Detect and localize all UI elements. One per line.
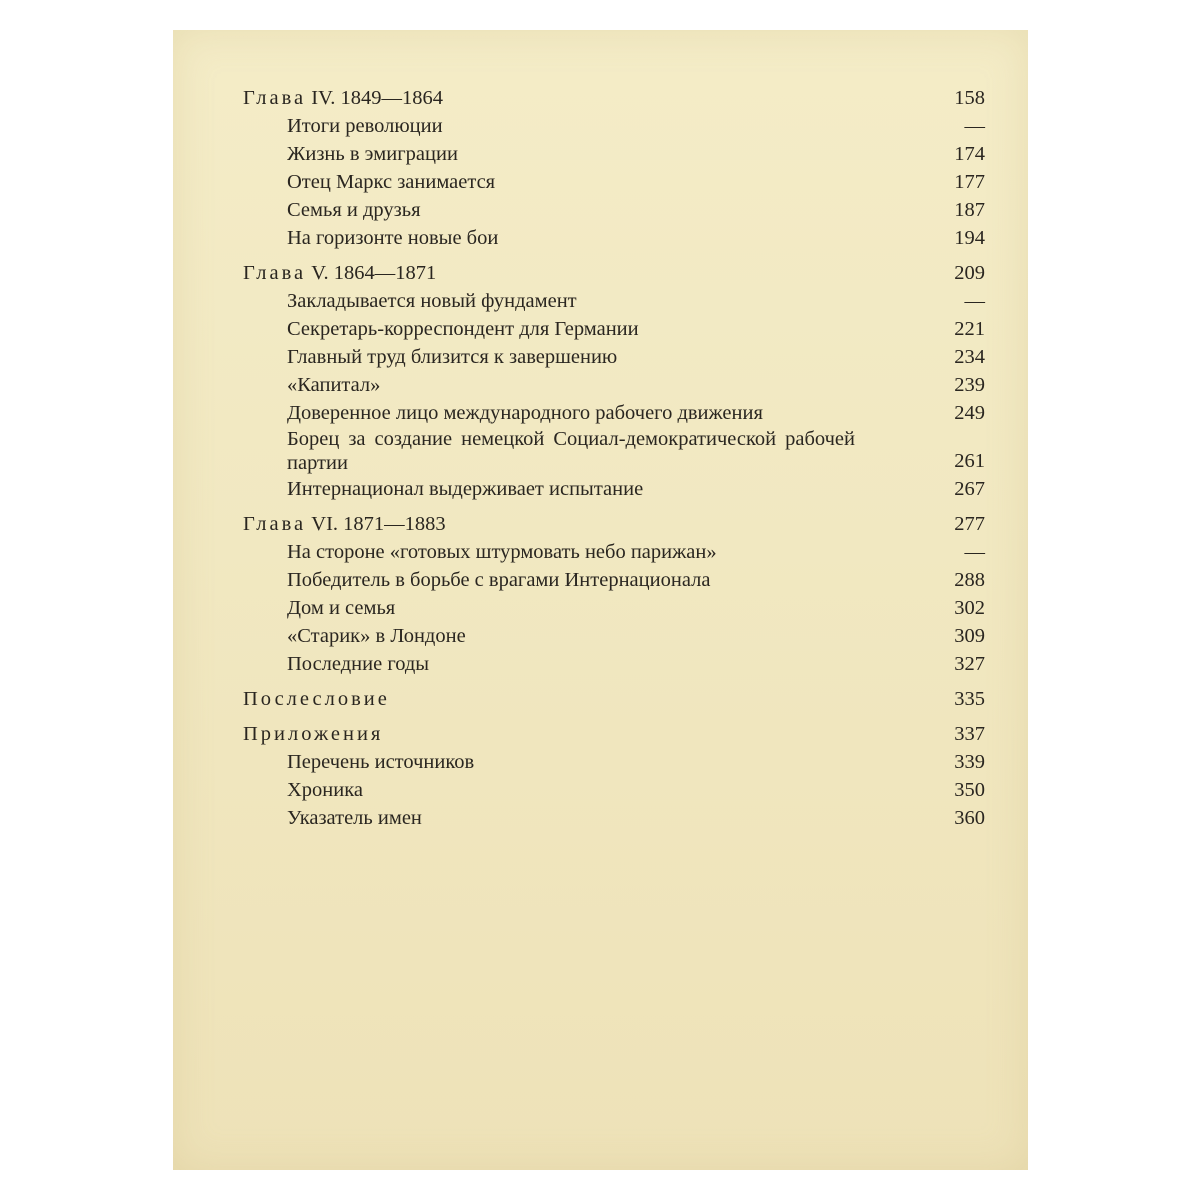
toc-chapter-title [243, 259, 925, 287]
toc-section-row [243, 315, 985, 343]
toc-section-row [243, 776, 985, 804]
toc-section-title: Отец Маркс занимается [287, 171, 496, 193]
toc-section-title: Семья и друзья [287, 199, 421, 221]
toc-page-number: 302 [954, 597, 985, 619]
toc-chapter-row [243, 259, 985, 287]
toc-section-row [243, 594, 985, 622]
toc-page-number: 350 [954, 779, 985, 801]
toc-section-title: Закладывается новый фундамент [287, 290, 577, 312]
toc-section-row [243, 224, 985, 252]
toc-page-number: 221 [954, 318, 985, 340]
toc-page-number: 194 [954, 227, 985, 249]
toc-section-title: «Старик» в Лондоне [287, 625, 466, 647]
toc-page-number: 234 [954, 346, 985, 368]
toc-page-number: 339 [954, 751, 985, 773]
toc-page-number: 187 [954, 199, 985, 221]
toc-section-title: «Капитал» [287, 374, 381, 396]
toc-page-number: 335 [954, 688, 985, 710]
toc-section-row [243, 399, 985, 427]
toc-section-title: Главный труд близится к завершению [287, 346, 618, 368]
toc-section-row [243, 112, 985, 140]
toc-section-title: Жизнь в эмиграции [287, 143, 458, 165]
toc-section-row [243, 748, 985, 776]
toc-section-title: Интернационал выдерживает испытание [287, 478, 644, 500]
toc-section-title: На стороне «готовых штурмовать небо парижан» [287, 541, 717, 563]
toc-chapter-number: V. 1864—1871 [306, 262, 437, 284]
toc-chapter-label: Глава [243, 513, 307, 535]
toc-page-number: 174 [954, 143, 985, 165]
toc-chapter-title [243, 84, 925, 112]
toc-page-number: 337 [954, 723, 985, 745]
toc-page-number: 277 [954, 513, 985, 535]
toc-section-row [243, 538, 985, 566]
toc-section-row [243, 287, 985, 315]
toc-chapter-label: Приложения [243, 723, 384, 745]
toc-section-row [243, 804, 985, 832]
toc-chapter-label: Глава [243, 262, 307, 284]
toc-section-title: Секретарь-корреспондент для Германии [287, 318, 639, 340]
toc-page-number: — [964, 541, 985, 563]
toc-section-row [243, 566, 985, 594]
toc-chapter-label: Глава [243, 87, 307, 109]
toc-section-row [243, 168, 985, 196]
toc-section-row [243, 427, 985, 475]
table-of-contents [243, 84, 985, 832]
toc-page-number: 249 [954, 402, 985, 424]
toc-page-number: 177 [954, 171, 985, 193]
toc-chapter-row [243, 510, 985, 538]
toc-section-row [243, 343, 985, 371]
toc-page-number: — [964, 115, 985, 137]
toc-page-number: 327 [954, 653, 985, 675]
toc-chapter-number: VI. 1871—1883 [306, 513, 446, 535]
toc-page-number: 360 [954, 807, 985, 829]
toc-page-number: 261 [954, 450, 985, 472]
toc-section-title: Последние годы [287, 653, 430, 675]
toc-chapter-row [243, 685, 985, 713]
toc-section-title: Указатель имен [287, 807, 422, 829]
toc-chapter-label: Послесловие [243, 688, 390, 710]
toc-section-row [243, 196, 985, 224]
toc-section-title: Хроника [287, 779, 363, 801]
toc-page-number: 309 [954, 625, 985, 647]
toc-section-row [243, 622, 985, 650]
toc-page-number: 158 [954, 87, 985, 109]
toc-section-title: Перечень источников [287, 751, 475, 773]
toc-chapter-title [243, 510, 925, 538]
toc-chapter-row [243, 720, 985, 748]
toc-chapter-number: IV. 1849—1864 [306, 87, 444, 109]
toc-section-title: Доверенное лицо международного рабочего движения [287, 402, 763, 424]
toc-section-row [243, 371, 985, 399]
toc-section-row [243, 650, 985, 678]
toc-section-title: Дом и семья [287, 597, 396, 619]
toc-section-row [243, 140, 985, 168]
toc-section-title: Итоги революции [287, 115, 443, 137]
toc-section-title: На горизонте новые бои [287, 227, 499, 249]
toc-section-title: Борец за создание немецкой Социал-демократической рабочей партии [287, 428, 855, 474]
toc-chapter-title [243, 720, 925, 748]
toc-chapter-title [243, 685, 925, 713]
toc-page-number: 267 [954, 478, 985, 500]
toc-page-number: 239 [954, 374, 985, 396]
toc-page-number: — [964, 290, 985, 312]
toc-section-title: Победитель в борьбе с врагами Интернационала [287, 569, 711, 591]
toc-section-row [243, 475, 985, 503]
toc-page-number: 209 [954, 262, 985, 284]
toc-chapter-row [243, 84, 985, 112]
toc-page-number: 288 [954, 569, 985, 591]
